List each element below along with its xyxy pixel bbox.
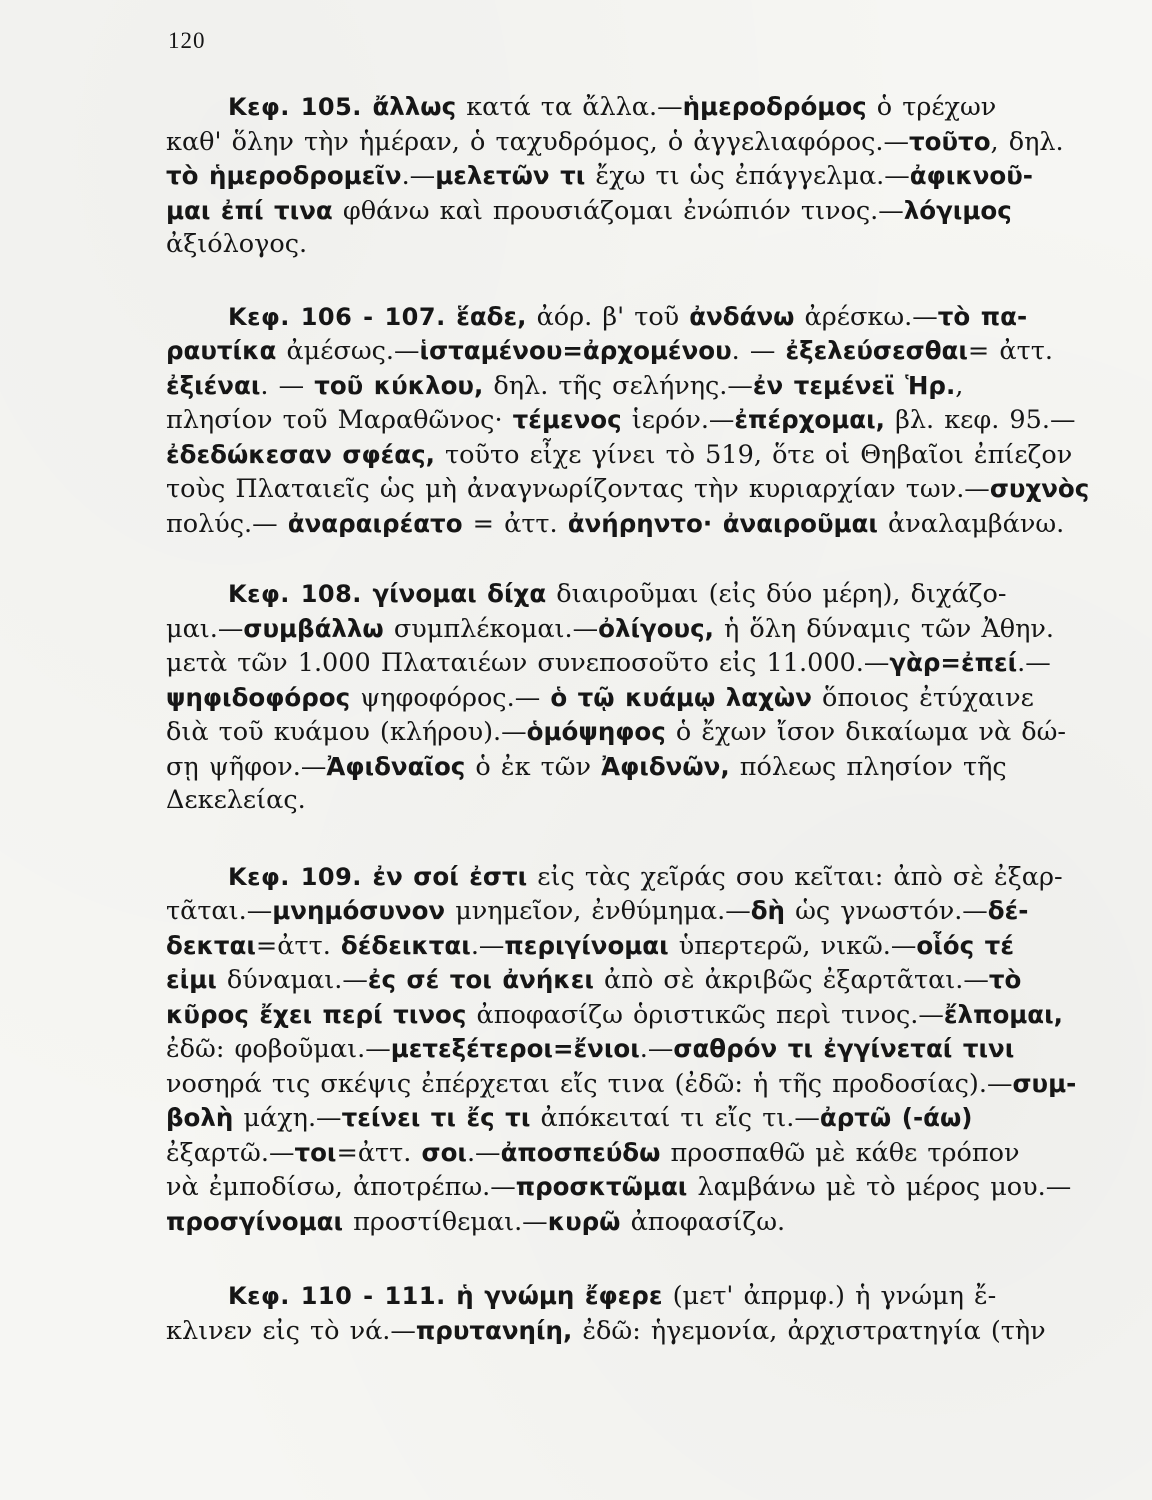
gloss-text: ἀόρ. β' τοῦ [526, 301, 690, 332]
text-line [166, 300, 1106, 335]
headword: τοῦτο [909, 126, 991, 156]
chapter-entry [166, 1279, 1106, 1348]
headword: συχνὸς [989, 474, 1090, 503]
headword: τὸ ἡμεροδρομεῖν [166, 161, 402, 190]
text-line [166, 998, 1106, 1033]
text-line [166, 1136, 1106, 1171]
gloss-text: . — [731, 336, 786, 366]
gloss-text: =ἀττ. [255, 930, 341, 961]
gloss-text: ἀποφασίζω. [620, 1206, 786, 1237]
gloss-text: ἔχω τι ὡς ἐπάγγελμα.— [585, 161, 910, 191]
headword: δεκται [166, 930, 256, 960]
headword: γὰρ=ἐπεί [889, 648, 1018, 677]
headword: σαθρόν τι ἐγγίνεταί τινι [673, 1034, 1015, 1063]
headword: ἀρτῶ (-άω) [819, 1103, 973, 1132]
gloss-text: (μετ' ἀπρμφ.) ἡ γνώμη ἔ- [662, 1281, 997, 1311]
headword: τοι [294, 1137, 337, 1167]
gloss-text: . — [260, 370, 315, 401]
headword: προσκτῶμαι [515, 1172, 688, 1201]
gloss-text: = ἀττ. [967, 336, 1053, 366]
gloss-text: πόλεως πλησίον τῆς [729, 751, 1007, 782]
gloss-text: τοῦτο εἶχε γίνει τὸ 519, ὅτε οἱ Θηβαῖοι ἐπίεζον [434, 439, 1073, 470]
headword: ἀναραιρέατο [287, 508, 463, 538]
headword: μαι ἐπί τινα [166, 195, 333, 225]
gloss-text: ἀπὸ σὲ ἀκριβῶς ἐξαρτᾶται.— [593, 965, 989, 995]
text-line [166, 860, 1106, 895]
headword: ἐν τεμένεϊ Ἡρ. [752, 370, 956, 400]
text-line [166, 228, 1106, 262]
gloss-text: =ἀττ. [336, 1137, 422, 1168]
headword: δὴ [750, 896, 785, 925]
text-line [166, 894, 1106, 929]
page-number: 120 [168, 28, 206, 53]
headword: ὁμόψηφος [526, 717, 666, 746]
gloss-text: .— [470, 930, 505, 961]
gloss-text: ὁ ἔχων ἴσον δικαίωμα νὰ δώ- [665, 717, 1067, 747]
text-line [166, 1101, 1106, 1136]
headword: ἀνδάνω [689, 301, 795, 331]
gloss-text: ὁ τρέχων [866, 92, 997, 122]
gloss-text: νὰ ἐμποδίσω, ἀποτρέπω.— [166, 1172, 516, 1202]
gloss-text: μετὰ τῶν 1.000 Πλαταιέων συνεποσοῦτο εἰς 11.000.— [166, 648, 890, 678]
gloss-text: διὰ τοῦ κυάμου (κλήρου).— [166, 717, 527, 747]
text-line [166, 963, 1106, 998]
headword: τέμενος [512, 405, 622, 434]
text-line [166, 159, 1106, 194]
text-line [166, 438, 1106, 473]
headword: μελετῶν τι [435, 161, 586, 190]
headword: τείνει τι ἔς τι [341, 1103, 531, 1132]
text-line [166, 681, 1106, 716]
headword: μετεξέτεροι=ἔνιοι [390, 1034, 640, 1063]
headword: ἀποσπεύδω [500, 1137, 661, 1167]
text-line [166, 750, 1106, 785]
text-line [166, 334, 1106, 369]
gloss-text: κατά τα ἄλλα.— [456, 92, 683, 122]
text-line [166, 1279, 1106, 1314]
headword: κῦρος ἔχει περί τινος [166, 999, 467, 1029]
gloss-text: κλινεν εἰς τὸ νά.— [166, 1315, 416, 1346]
headword: ἀφικνοῦ- [909, 161, 1033, 190]
headword: περιγίνομαι [504, 930, 669, 960]
gloss-text: μνημεῖον, ἐνθύμημα.— [445, 896, 751, 926]
gloss-text: συμπλέκομαι.— [383, 613, 599, 644]
headword: ἕαδε, [445, 301, 527, 331]
chapter-reference: Κεφ. 106 - 107. [228, 302, 446, 331]
headword: τὸ [988, 965, 1022, 994]
gloss-text: δύναμαι.— [216, 965, 368, 995]
gloss-text: ἀναλαμβάνω. [877, 508, 1065, 539]
headword: ἡ γνώμη ἔφερε [445, 1281, 663, 1310]
gloss-text: λαμβάνω μὲ τὸ μέρος μου.— [687, 1172, 1072, 1202]
gloss-text: μαι.— [166, 613, 244, 644]
headword: πρυτανηίη, [415, 1315, 573, 1345]
gloss-text: διαιροῦμαι (εἰς δύο μέρη), διχάζο- [546, 579, 1007, 609]
headword: σοι [421, 1137, 467, 1167]
text-line [166, 194, 1106, 229]
chapter-entry [166, 90, 1106, 262]
headword: ὁ τῷ κυάμῳ λαχὼν [550, 682, 812, 712]
headword: ἐπέρχομαι, [734, 405, 885, 434]
gloss-text: ἀμέσως.— [276, 336, 420, 366]
gloss-text: ἀρέσκω.— [794, 301, 938, 332]
gloss-text: ἐδῶ: ἡγεμονία, ἀρχιστρατηγία (τὴν [572, 1315, 1046, 1346]
gloss-text: = ἀττ. [462, 508, 568, 539]
text-line [166, 369, 1106, 404]
chapter-reference: Κεφ. 108. [228, 580, 362, 608]
gloss-text: σῃ ψῆφον.— [166, 751, 327, 782]
text-line [166, 472, 1106, 507]
gloss-text: ἡ ὅλη δύναμις τῶν Ἀθην. [713, 613, 1055, 644]
headword: οἷός τέ [916, 930, 1014, 960]
chapter-entry [166, 577, 1106, 818]
gloss-text: Δεκελείας. [166, 785, 306, 815]
text-line [166, 646, 1106, 681]
gloss-text: τοὺς Πλαταιεῖς ὡς μὴ ἀναγνωρίζοντας τὴν κυριαρχίαν των.— [166, 474, 990, 504]
gloss-text: ὅποιος ἐτύχαινε [811, 682, 1034, 713]
headword: ἐξιέναι [166, 370, 261, 400]
gloss-text: καθ' ὅλην τὴν ἡμέραν, ὁ ταχυδρόμος, ὁ ἀγγελιαφόρος.— [166, 126, 910, 157]
headword: ψηφιδοφόρος [166, 682, 351, 712]
headword: ἐν σοί ἐστι [361, 861, 528, 891]
gloss-text: , δηλ. [990, 126, 1064, 157]
gloss-text: τᾶται.— [166, 896, 273, 926]
headword: ἡμεροδρόμος [682, 92, 867, 121]
gloss-text: ἀπόκειταί τι εἴς τι.— [530, 1103, 820, 1133]
text-line [166, 1067, 1106, 1102]
text-line [166, 403, 1106, 438]
headword: κυρῶ [547, 1206, 621, 1236]
headword: ἐξελεύσεσθαι [785, 336, 968, 365]
headword: δέδεικται [340, 930, 471, 960]
gloss-text: φθάνω καὶ προυσιάζομαι ἐνώπιόν τινος.— [332, 195, 904, 226]
text-line [166, 784, 1106, 818]
chapter-entry [166, 860, 1106, 1240]
headword: γίνομαι δίχα [361, 579, 547, 608]
text-line [166, 1032, 1106, 1067]
headword: ὀλίγους, [598, 613, 714, 643]
headword: τοῦ κύκλου, [314, 370, 484, 400]
text-line [166, 715, 1106, 750]
gloss-text: ὡς γνωστόν.— [785, 896, 988, 926]
gloss-text: εἰς τὰς χεῖράς σου κεῖται: ἀπὸ σὲ ἐξαρ- [527, 861, 1063, 892]
text-line [166, 1170, 1106, 1205]
headword: συμ- [1012, 1068, 1077, 1098]
headword: Ἀφιδνῶν, [601, 751, 730, 781]
headword: ἐδεδώκεσαν σφέας, [166, 439, 435, 469]
headword: μνημόσυνον [272, 896, 446, 925]
gloss-text: ἀποφασίζω ὁριστικῶς περὶ τινος.— [466, 999, 944, 1030]
text-line [166, 612, 1106, 647]
headword: προσγίνομαι [166, 1206, 343, 1236]
headword: ἱσταμένου=ἀρχομένου [419, 336, 732, 365]
headword: ραυτίκα [166, 336, 277, 365]
gloss-text: δηλ. τῆς σελήνης.— [483, 370, 753, 401]
gloss-text: νοσηρά τις σκέψις ἐπέρχεται εἴς τινα (ἐδῶ: ἡ τῆς προδοσίας).— [166, 1068, 1013, 1099]
chapter-entry [166, 300, 1106, 542]
gloss-text: ἱερόν.— [621, 405, 735, 435]
text-line [166, 90, 1106, 125]
headword: Ἀφιδναῖος [326, 751, 466, 781]
gloss-text: .— [639, 1034, 674, 1064]
gloss-text: ἐδῶ: φοβοῦμαι.— [166, 1034, 391, 1064]
gloss-text: βλ. κεφ. 95.— [884, 405, 1076, 435]
gloss-text: μάχη.— [233, 1103, 342, 1133]
gloss-text: , [955, 370, 964, 401]
headword: τὸ πα- [937, 301, 1028, 331]
headword: βολὴ [166, 1103, 234, 1132]
headword: συμβάλλω [243, 613, 384, 643]
text-line [166, 1205, 1106, 1240]
headword: ἄλλως [361, 92, 457, 121]
text-line [166, 507, 1106, 542]
page-text [166, 90, 1106, 1384]
headword: δέ- [987, 896, 1029, 925]
chapter-reference: Κεφ. 109. [228, 862, 362, 891]
headword: ἐς σέ τοι ἀνήκει [367, 965, 594, 994]
gloss-text: .— [466, 1137, 501, 1168]
gloss-text: ὑπερτερῶ, νικῶ.— [668, 930, 917, 961]
gloss-text: ἀξιόλογος. [166, 229, 308, 259]
gloss-text: ἐξαρτῶ.— [166, 1137, 295, 1168]
text-line [166, 929, 1106, 964]
gloss-text: προστίθεμαι.— [343, 1206, 548, 1237]
gloss-text: ψηφοφόρος.— [350, 682, 551, 713]
gloss-text: ὁ ἐκ τῶν [465, 751, 602, 782]
gloss-text: πλησίον τοῦ Μαραθῶνος· [166, 405, 513, 435]
text-line [166, 125, 1106, 160]
headword: λόγιμος [903, 195, 1012, 225]
gloss-text: .— [1017, 648, 1051, 678]
text-line [166, 577, 1106, 612]
chapter-reference: Κεφ. 110 - 111. [228, 1282, 446, 1310]
headword: ἀνήρηντο· ἀναιροῦμαι [567, 508, 878, 538]
headword: εἰμι [166, 965, 217, 994]
gloss-text: .— [401, 161, 436, 191]
chapter-reference: Κεφ. 105. [228, 93, 362, 121]
text-line [166, 1314, 1106, 1349]
headword: ἔλπομαι, [943, 999, 1063, 1029]
gloss-text: πολύς.— [166, 508, 288, 539]
gloss-text: προσπαθῶ μὲ κάθε τρόπον [660, 1137, 1020, 1168]
